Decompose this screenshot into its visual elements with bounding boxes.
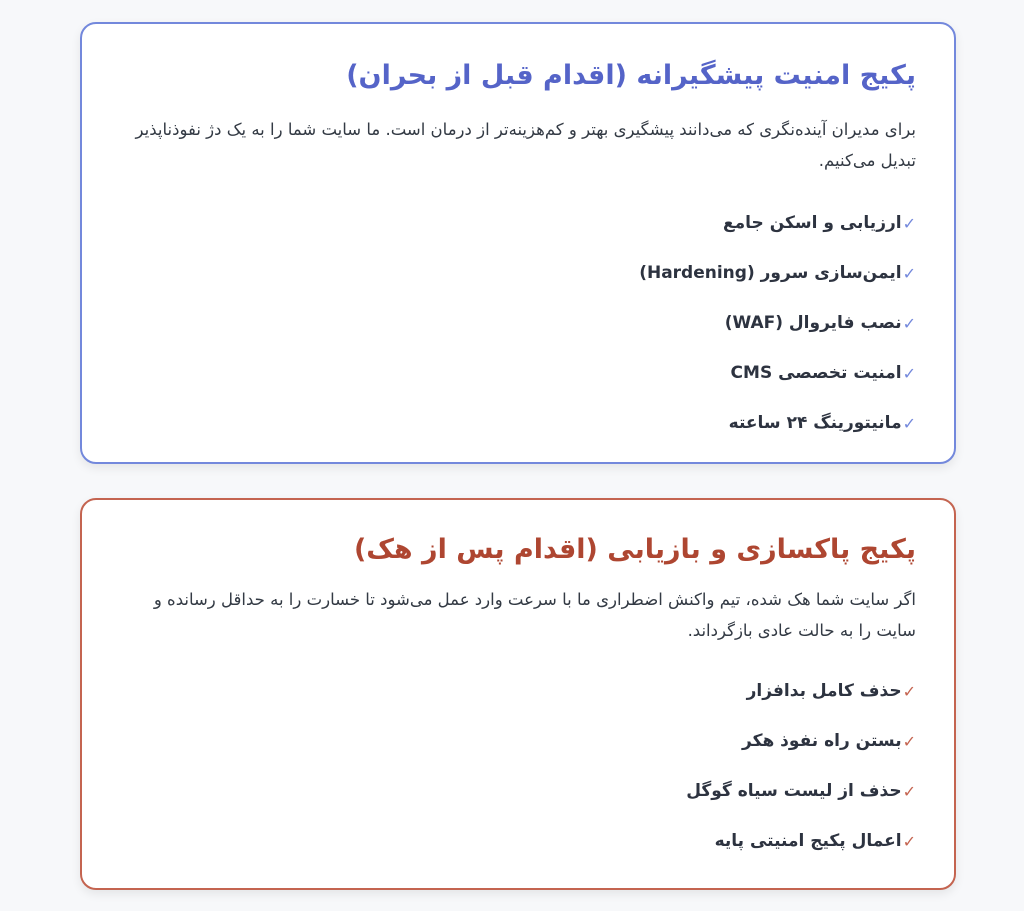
feature-item <box>120 248 916 298</box>
feature-item <box>120 198 916 248</box>
card-description: برای مدیران آینده‌نگری که می‌دانند پیشگیری بهتر و کم‌هزینه‌تر از درمان است. ما سایت شما را به یک دژ نفوذناپذیر تبدیل می‌کنیم. <box>135 120 916 170</box>
feature-label: مانیتورینگ ۲۴ ساعته <box>728 413 902 433</box>
check-icon: ✓ <box>902 213 916 233</box>
feature-label: ارزیابی و اسکن جامع <box>723 213 902 233</box>
preventive-security-card <box>80 22 956 464</box>
feature-label: نصب فایروال (WAF) <box>724 313 902 333</box>
feature-label: بستن راه نفوذ هکر <box>742 731 902 751</box>
feature-item <box>120 398 916 448</box>
feature-label: حذف از لیست سیاه گوگل <box>686 781 902 801</box>
check-icon: ✓ <box>902 363 916 383</box>
feature-label: ایمن‌سازی سرور (Hardening) <box>639 263 902 283</box>
feature-label: حذف کامل بدافزار <box>746 681 902 701</box>
check-icon: ✓ <box>902 413 916 433</box>
feature-label: امنیت تخصصی CMS <box>730 363 902 383</box>
recovery-cleanup-card <box>80 498 956 890</box>
card-description: اگر سایت شما هک شده، تیم واکنش اضطراری ما با سرعت وارد عمل می‌شود تا خسارت را به حداقل رسانده و سایت را به حالت عادی بازگرداند. <box>153 590 916 640</box>
feature-label: اعمال پکیج امنیتی پایه <box>714 831 902 851</box>
feature-item <box>120 816 916 866</box>
feature-item <box>120 348 916 398</box>
card-title: پکیج پاکسازی و بازیابی (اقدام پس از هک) <box>353 534 916 565</box>
feature-item <box>120 666 916 716</box>
check-icon: ✓ <box>902 263 916 283</box>
feature-item <box>120 766 916 816</box>
feature-list <box>120 666 916 866</box>
check-icon: ✓ <box>902 831 916 851</box>
feature-list <box>120 198 916 448</box>
feature-item <box>120 716 916 766</box>
feature-item <box>120 298 916 348</box>
check-icon: ✓ <box>902 781 916 801</box>
check-icon: ✓ <box>902 313 916 333</box>
check-icon: ✓ <box>902 731 916 751</box>
check-icon: ✓ <box>902 681 916 701</box>
card-title: پکیج امنیت پیشگیرانه (اقدام قبل از بحران) <box>346 60 916 91</box>
